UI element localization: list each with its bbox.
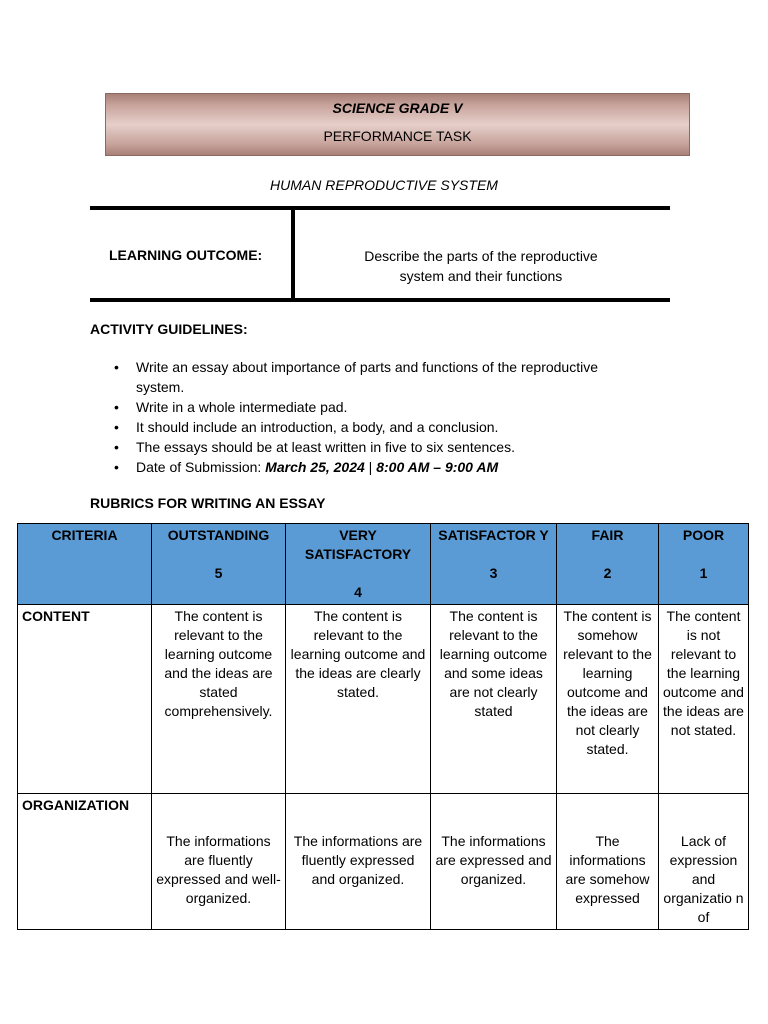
rubric-cell: The informations are fluently expressed and well-organized.: [152, 794, 286, 930]
rubric-cell: The content is relevant to the learning outcome and some ideas are not clearly stated: [431, 605, 557, 794]
submission-date: March 25, 2024: [265, 459, 365, 475]
rubric-cell: The content is relevant to the learning outcome and the ideas are stated comprehensively.: [152, 605, 286, 794]
guideline-item-submission: [136, 457, 650, 477]
rubric-header-row: [18, 524, 749, 605]
learning-outcome-line: system and their functions: [399, 268, 563, 284]
rubric-cell: The informations are somehow expressed: [557, 794, 659, 930]
guidelines-list: [90, 357, 650, 477]
rubric-cell: The content is not relevant to the learning outcome and the ideas are not stated.: [659, 605, 749, 794]
rubric-cell: The content is somehow relevant to the learning outcome and the ideas are not clearly stated.: [557, 605, 659, 794]
header-score: 3: [489, 565, 498, 581]
rubric-cell: The informations are expressed and organized.: [431, 794, 557, 930]
subject-title: HUMAN REPRODUCTIVE SYSTEM: [270, 177, 498, 193]
rubric-cell: The content is relevant to the learning outcome and the ideas are clearly stated.: [286, 605, 431, 794]
guideline-item: • The essays should be at least written in five to six sentences.: [136, 437, 650, 457]
submission-time: 8:00 AM – 9:00 AM: [376, 459, 499, 475]
criteria-cell: CONTENT: [18, 605, 152, 794]
title-banner: [105, 93, 690, 156]
header-very-satisfactory: VERY SATISFACTORY 4: [286, 524, 431, 605]
learning-outcome-label: LEARNING OUTCOME:: [109, 247, 263, 263]
guideline-item: • It should include an introduction, a body, and a conclusion.: [136, 417, 650, 437]
submission-label: Date of Submission:: [136, 459, 266, 475]
criteria-cell: ORGANIZATION: [18, 794, 152, 930]
submission-separator: |: [364, 459, 377, 475]
learning-outcome-line: Describe the parts of the reproductive: [364, 248, 598, 264]
header-score: 1: [699, 565, 708, 581]
rubric-table: [17, 523, 749, 930]
header-fair: FAIR 2: [557, 524, 659, 605]
rubric-heading: RUBRICS FOR WRITING AN ESSAY: [90, 495, 326, 511]
rubric-cell: The informations are fluently expressed and organized.: [286, 794, 431, 930]
rubric-row-organization: [18, 794, 749, 930]
guideline-item: • Write in a whole intermediate pad.: [136, 397, 650, 417]
header-poor: POOR 1: [659, 524, 749, 605]
outcome-top-rule: [90, 206, 670, 210]
header-criteria: CRITERIA: [18, 524, 152, 605]
header-outstanding: OUTSTANDING 5: [152, 524, 286, 605]
header-score: 2: [603, 565, 612, 581]
header-score: 4: [354, 584, 362, 600]
rubric-row-content: [18, 605, 749, 794]
banner-title: SCIENCE GRADE V: [332, 100, 463, 116]
outcome-divider: [291, 206, 295, 302]
outcome-bottom-rule: [90, 298, 670, 302]
learning-outcome-text: [296, 246, 666, 286]
guidelines-heading: ACTIVITY GUIDELINES:: [90, 321, 248, 337]
banner-subtitle: PERFORMANCE TASK: [323, 128, 472, 144]
header-satisfactory: SATISFACTOR Y 3: [431, 524, 557, 605]
guideline-item: • Write an essay about importance of parts and functions of the reproductive system.: [136, 357, 650, 397]
header-score: 5: [214, 565, 223, 581]
rubric-cell: Lack of expression and organizatio n of: [659, 794, 749, 930]
